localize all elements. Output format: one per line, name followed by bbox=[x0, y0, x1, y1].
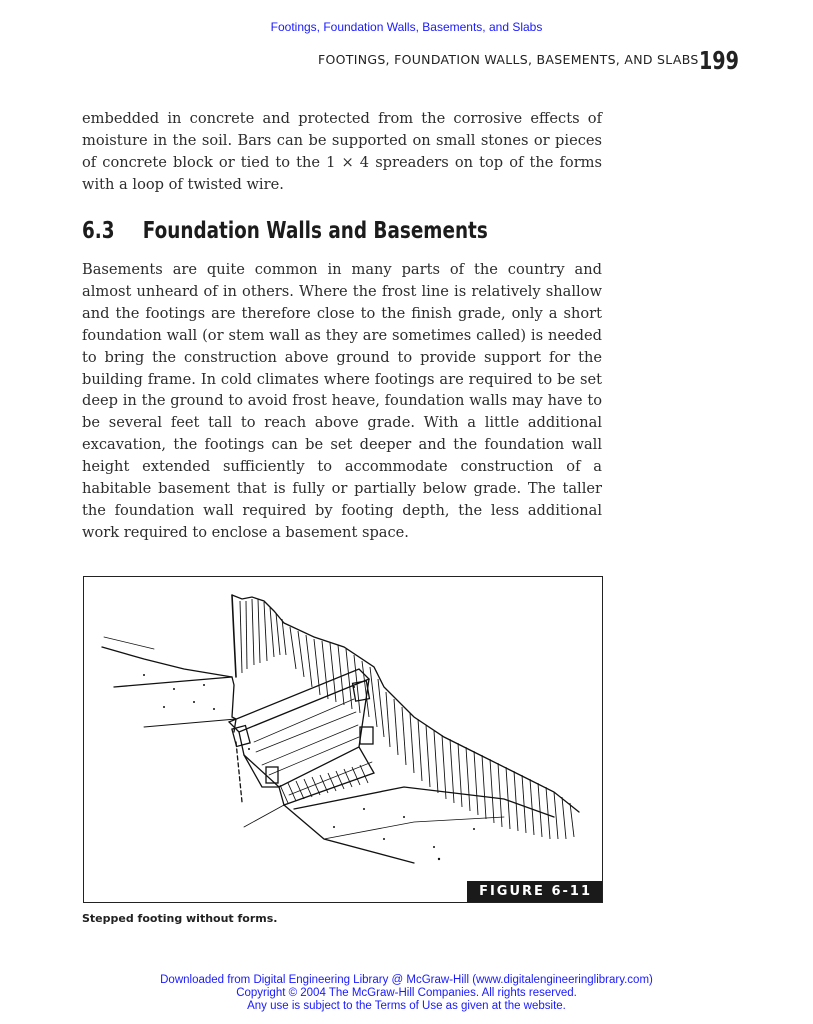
section-paragraph: Basements are quite common in many parts of the country and almost unheard of in others. Where the frost line is relatively shallow and the footings are therefore close to the finish grade, only a short foundation wall (or stem wall as they are sometimes called) is needed to bring the construction above ground to provide support for the building frame. In cold climates where footings are required to be set deep in the ground to avoid frost heave, foundation walls may have to be several feet tall to reach above grade. With a little additional excavation, the footings can be set deeper and the foundation wall height extended sufficiently to accommodate construction of a habitable basement that is fully or partially below grade. The taller the foundation wall required by footing depth, the less additional work required to enclose a basement space. bbox=[82, 261, 602, 541]
top-link[interactable]: Footings, Foundation Walls, Basements, and Slabs bbox=[270, 20, 543, 34]
footer-download-line[interactable]: Downloaded from Digital Engineering Library @ McGraw-Hill (www.digitalengineeringlibrary.com) bbox=[160, 974, 653, 986]
figure-stepped-footing bbox=[83, 576, 603, 903]
section-heading bbox=[82, 218, 488, 244]
intro-paragraph: embedded in concrete and protected from the corrosive effects of moisture in the soil. Bars can be supported on small stones or pieces of concrete block or tied to the 1 × 4 spreaders on top of the forms with a loop of twisted wire. bbox=[82, 110, 602, 193]
running-head: FOOTINGS, FOUNDATION WALLS, BASEMENTS, AND SLABS bbox=[318, 52, 699, 67]
figure-caption: Stepped footing without forms. bbox=[82, 912, 278, 925]
section-number: 6.3 bbox=[82, 218, 115, 244]
stepped-footing-illustration bbox=[84, 577, 602, 902]
footer-terms-line[interactable]: Any use is subject to the Terms of Use as given at the website. bbox=[247, 1000, 566, 1012]
footer bbox=[0, 974, 813, 1013]
section-title: Foundation Walls and Basements bbox=[142, 218, 488, 244]
page-number: 199 bbox=[699, 46, 739, 75]
footer-copyright-line: Copyright © 2004 The McGraw-Hill Companies. All rights reserved. bbox=[236, 987, 577, 999]
figure-label: FIGURE 6-11 bbox=[467, 881, 602, 902]
